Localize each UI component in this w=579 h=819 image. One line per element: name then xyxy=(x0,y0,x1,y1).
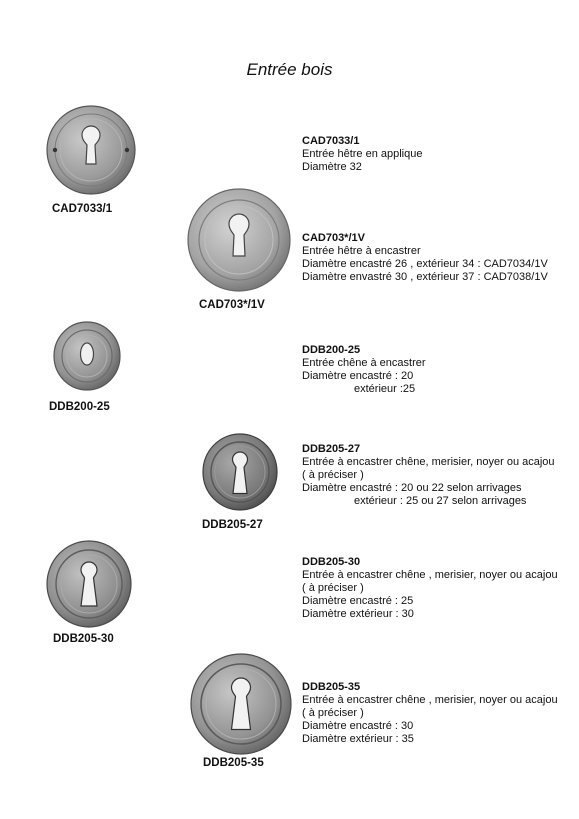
description-line: Diamètre extérieur : 35 xyxy=(302,733,414,745)
keyhole-escutcheon-image xyxy=(45,539,133,629)
description-line: ( à préciser ) xyxy=(302,707,364,719)
description-line: Entrée hêtre à encastrer xyxy=(302,245,421,257)
description-line: Entrée hêtre en applique xyxy=(302,148,423,160)
product-code: DDB200-25 xyxy=(302,344,361,356)
description-line: Entrée à encastrer chêne , merisier, noyer ou acajou xyxy=(302,694,558,706)
description-line: Diamètre encastré : 30 xyxy=(302,720,414,732)
product-code-label: DDB200-25 xyxy=(49,401,110,413)
product-code-label: DDB205-27 xyxy=(202,519,263,531)
product-code-label: CAD703*/1V xyxy=(199,299,265,311)
product-description xyxy=(302,135,422,174)
product-code-label: DDB205-35 xyxy=(203,757,264,769)
keyhole-escutcheon-image xyxy=(45,104,137,196)
description-line: extérieur : 25 ou 27 selon arrivages xyxy=(354,495,527,507)
description-line: Entrée à encastrer chêne, merisier, noyer ou acajou xyxy=(302,456,555,468)
keyhole-escutcheon-image xyxy=(189,652,293,756)
keyhole-escutcheon-image xyxy=(186,187,292,293)
product-code: CAD703*/1V xyxy=(302,232,365,244)
description-line: Diamètre extérieur : 30 xyxy=(302,608,414,620)
product-code: DDB205-35 xyxy=(302,681,361,693)
description-line: ( à préciser ) xyxy=(302,469,364,481)
product-code: DDB205-27 xyxy=(302,443,361,455)
description-line: Diamètre encastré : 20 ou 22 selon arrivages xyxy=(302,482,522,494)
page-title: Entrée bois xyxy=(246,60,333,79)
keyhole-escutcheon-image xyxy=(52,320,122,392)
keyhole-escutcheon-image xyxy=(201,432,279,512)
description-line: ( à préciser ) xyxy=(302,582,364,594)
description-line: Diamètre envastré 30 , extérieur 37 : CAD7038/1V xyxy=(302,271,548,283)
product-description xyxy=(302,232,548,284)
description-line: Entrée chêne à encastrer xyxy=(302,357,426,369)
product-description xyxy=(302,681,558,746)
product-code: DDB205-30 xyxy=(302,556,361,568)
product-description xyxy=(302,556,558,621)
description-line: Diamètre encastré 26 , extérieur 34 : CAD7034/1V xyxy=(302,258,548,270)
product-code: CAD7033/1 xyxy=(302,135,360,147)
product-description xyxy=(302,344,426,396)
description-line: Diamètre 32 xyxy=(302,161,362,173)
description-line: Diamètre encastré : 20 xyxy=(302,370,414,382)
product-code-label: CAD7033/1 xyxy=(52,203,113,215)
product-description xyxy=(302,443,555,508)
description-line: Diamètre encastré : 25 xyxy=(302,595,414,607)
product-code-label: DDB205-30 xyxy=(53,633,114,645)
description-line: extérieur :25 xyxy=(354,383,416,395)
description-line: Entrée à encastrer chêne , merisier, noyer ou acajou xyxy=(302,569,558,581)
